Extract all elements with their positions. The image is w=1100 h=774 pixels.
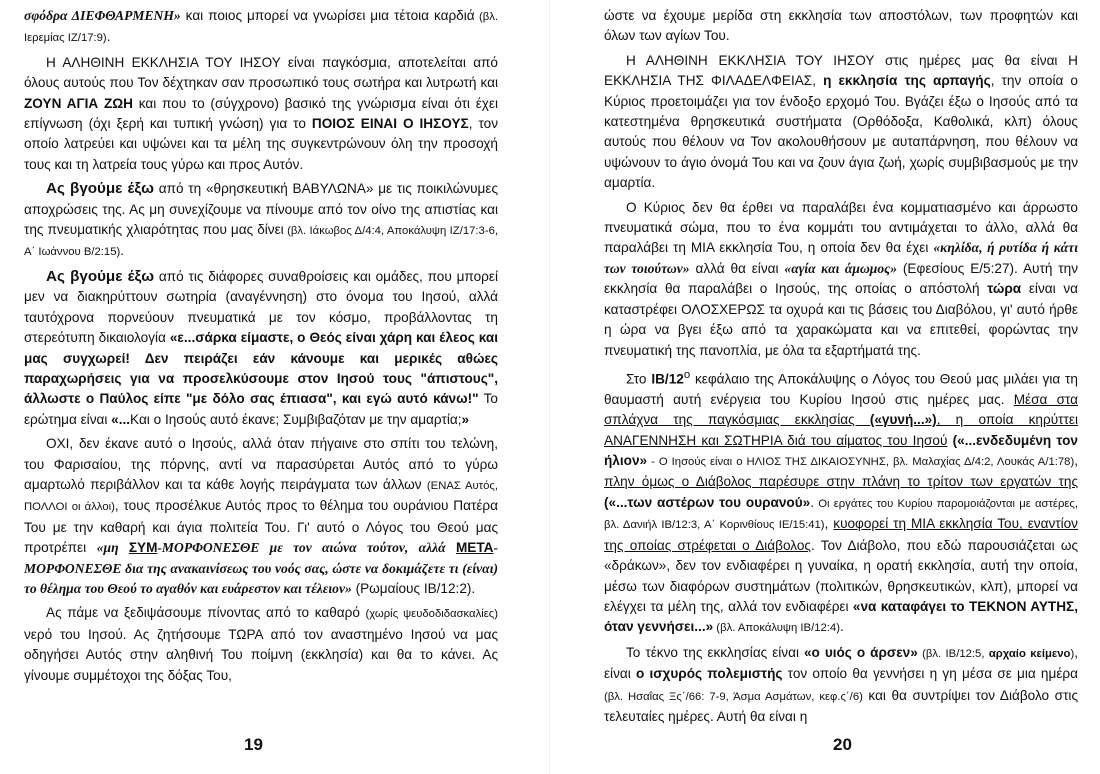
paragraph [604,365,1078,639]
underlined-text: κυοφορεί τη ΜΙΑ εκκλησία Του, εναντίον της οποίας στρέφεται ο Διάβολος [604,516,1078,553]
right-page [604,6,1078,731]
body-text: αλλά θα είναι [689,260,785,276]
bold-text: τώρα [987,281,1022,297]
paragraph [24,434,498,599]
bold-text: ΖΟΥΝ ΑΓΙΑ ΖΩΗ [24,95,133,111]
scripture-reference: (βλ. Ιάκωβος Δ/4:4, Αποκάλυψη ΙΖ/17:3-6, Α΄ Ιωάννου Β/2:15) [24,225,499,259]
scripture-quote: -ΜΟΡΦΟΝΕΣΘΕ με τον αιώνα τούτον, αλλά [157,540,456,556]
body-text: από τις διάφορες συναθροίσεις και ομάδες, που μπορεί μεν να διακηρύττουν σωτηρία (αναγέννηση) στο όνομα του Ιησού, αλλά ταυτόχρονα πορνεύουν πνευματικά με τον κόσμο, προβάλλοντας τη στερεότυπη δικαιολογία [24,268,498,346]
body-text: . Τον Διάβολο, που εδώ παρουσιάζεται ως «δράκων», δεν τον ενδιαφέρει η γυναίκα, η ορατή εκκλησία, αυτή την οποία, μέσω των διαφόρων συστημάτων (πολιτικών, θρησκευτικών, κλπ), μπορεί να ελέγχει τα μέλη της, αλλά τον ενδιαφέρει [604,537,1078,614]
aside-text: ) [1070,647,1075,660]
bold-text: «... [111,411,131,427]
paragraph [604,198,1078,361]
paragraph [24,267,498,430]
aside-text: Οι εργάτες του Κυρίου παρομοιάζονται με αστέρες, βλ. Δανιήλ ΙΒ/12:3, Α΄ Κορινθίους ΙΕ/15:41) [604,497,1078,532]
page-gutter [549,0,550,774]
body-text: και θα συντρίψει τον Διάβολο στις τελευταίες ημέρες. Αυτή θα είναι η [604,687,1079,724]
body-text: Η ΑΛΗΘΙΝΗ ΕΚΚΛΗΣΙΑ ΤΟΥ ΙΗΣΟΥ στις ημέρες μας θα είναι Η ΕΚΚΛΗΣΙΑ ΤΗΣ ΦΙΛΑΔΕΛΦΕΙΑΣ, [604,52,1078,89]
aside-text: - Ο Ιησούς είναι ο ΗΛΙΟΣ ΤΗΣ ΔΙΚΑΙΟΣΥΝΗΣ, βλ. Μαλαχίας Δ/4:2, Λουκάς Α/1:78) [647,456,1075,469]
underlined-text: , η οποία κηρύττει ΑΝΑΓΕΝΝΗΣΗ και ΣΩΤΗΡΙΑ διά του αίματος του Ιησού [604,412,1078,448]
underlined-bold-text: («γυνή...») [869,412,937,428]
aside-text: (ΕΝΑΣ Αυτός, ΠΟΛΛΟΙ οι άλλοι) [24,479,499,514]
aside-text: (βλ. ΙΒ/12:5, [917,647,989,660]
body-text: Στο [626,371,652,387]
body-text: , τον οποίο λατρεύει και υψώνει και τα μέλη της συγκεντρώνουν όλη την προσοχή τους και τη λατρεία τους γύρω και προς Αυτόν. [24,116,499,172]
paragraph: ώστε να έχουμε μερίδα στη εκκλησία των αποστόλων, των προφητών και όλων των αγίων Του. [604,8,1078,44]
bold-quote: («...των αστέρων του ουρανού» [604,494,811,510]
body-text: , [824,516,834,532]
body-text: . [120,243,125,259]
underlined-bold-text: ΣΥΜ [128,540,158,556]
body-text: κεφάλαιο της Αποκάλυψης ο Λόγος του Θεού μας μιλάει για τη θαυμαστή αυτή ενέργεια του Κυρίου Ιησού στις ημέρες μας. [604,371,1078,407]
page-number: 20 [833,735,852,754]
bold-text: ο ισχυρός πολεμιστής [635,666,783,682]
body-text: και που το (σύγχρονο) βασικό της γνώρισμα είναι ότι έχει επίγνωση (όχι ξερή και τυπική γνώση) για το [24,95,498,132]
scripture-reference: (Εφεσίους Ε/5:27) [897,260,1015,276]
body-text: , είναι [604,644,1078,682]
underlined-text: πλην όμως ο Διάβολος παρέσυρε στην πλάνη το τρίτον των εργατών της [604,474,1078,490]
body-text: και ποιος μπορεί να γνωρίσει μια τέτοια καρδιά [180,8,475,23]
bold-text: ΠΟΙΟΣ ΕΙΝΑΙ Ο ΙΗΣΟΥΣ [311,116,469,132]
body-text: , [1074,453,1078,469]
paragraph [24,6,498,49]
left-page [24,6,498,690]
body-text: Ο Κύριος δεν θα έρθει να παραλάβει ένα κομματιασμένο και άρρωστο πνευματικά σώμα, που το ένα κομμάτι του αντιμάχεται το άλλο, αλλά θα παραλάβει τη ΜΙΑ εκκλησία Του, η οποία δεν θα έχει [604,199,1078,256]
body-text: είναι να καταστρέφει ΟΛΟΣΧΕΡΩΣ τα οχυρά και τις βάσεις του Διαβόλου, γι' αυτό ήρθε η ώρα να βγει έξω από τα χαρακώματα και να επιτεθεί, φορώντας την πνευματική της πανοπλία, με όλα τα εξαρτήματά της. [604,281,1078,358]
paragraph [24,179,498,263]
body-text: ΟΧΙ, δεν έκανε αυτό ο Ιησούς, αλλά όταν πήγαινε στο σπίτι του τελώνη, του Φαρισαίου, της πόρνης, αντί να παρασύρεται Αυτός από το γύρω αμαρτωλό περιβάλλον και τα κάθε λογής πειράγματα των άλλων [24,436,498,492]
paragraph [24,53,498,175]
bold-text: » [461,411,470,427]
emphasis-text: σφόδρα ΔΙΕΦΘΑΡΜΕΝΗ» [24,8,181,23]
body-text: από τη «θρησκευτική ΒΑΒΥΛΩΝΑ» με τις ποικιλώνυμες αποχρώσεις της. Ας μη συνεχίζουμε να πίνουμε από τον οίνο της απιστίας και της πνευματικής χλιαρότητας που μας δίνει [24,181,498,238]
body-text: τον οποίο θα γεννήσει η γη μέσα σε μια ημέρα [782,666,1078,682]
body-text: Και ο Ιησούς αυτό έκανε; Συμβιβαζόταν με την αμαρτία; [130,411,462,427]
scripture-quote: «μη [96,540,129,556]
scripture-quote: -ΜΟΡΦΟΝΕΣΘΕ δια της ανακαινίσεως του νοός σας, ώστε να δοκιμάζετε τι (είναι) το θέλημα του Θεού το αγαθόν και ευάρεστον και τέλειον» [24,540,499,596]
body-text: , την οποία ο Κύριος προετοιμάζει για τον ένδοξο ερχομό Του. Βγάζει έξω ο Ιησούς από τα κατεστημένα θρησκευτικά συστήματα (Ορθόδοξα, Καθολικά, κλπ) όλους αυτούς που θέλουν να Τον ακολουθήσουν με αυταπάρνηση, που θέλουν να υψώνουν το άγιο όνομά Του και να ζουν άγια ζωή, χωρίς συμβιβασμούς με την αμαρτία. [604,73,1078,191]
bold-text: η εκκλησία της αρπαγής [823,73,991,89]
scripture-quote: «αγία και άμωμος» [784,260,898,276]
superscript: ο [683,368,691,381]
body-text: Η ΑΛΗΘΙΝΗ ΕΚΚΛΗΣΙΑ ΤΟΥ ΙΗΣΟΥ είναι παγκόσμια, αποτελείται από όλους αυτούς που Τον δέχτηκαν σαν προσωπικό τους σωτήρα και λυτρωτή και [24,54,498,91]
aside-text: (χωρίς ψευδοδιδασκαλίες) [365,608,498,621]
scripture-quote: «κηλίδα, ή ρυτίδα ή κάτι των τοιούτων» [604,240,1078,276]
scripture-reference: (βλ. Ιερεμίας ΙΖ/17:9) [24,11,498,45]
body-text: Το ερώτημα είναι [24,391,498,427]
body-text: Ας πάμε να ξεδιψάσουμε πίνοντας από το καθαρό [46,605,366,621]
body-text: νερό του Ιησού. Ας ζητήσουμε ΤΩΡΑ από τον αναστημένο Ιησού να μας οδηγήσει Αυτός στην αληθινή Του ποίμνη (εκκλησία) και θα το κάνει. Ας γίνουμε συμμέτοχοι της δόξας Του, [24,626,498,683]
aside-bold-text: αρχαίο κείμενο [988,647,1071,660]
paragraph [24,603,498,686]
underlined-bold-text: ΜΕΤΑ [455,540,494,556]
bold-quote: «ε...σάρκα είμαστε, ο Θεός είναι χάρη και έλεος και μας συγχωρεί! Δεν πειράζει εάν κάνουμε και μερικές αθώες παραχωρήσεις για να προσελκύσουμε στον Ιησού τους "άπιστους", άλλωστε ο Παύλος είπε "με δόλο σας έπιασα", και εγώ αυτό κάνω!" [24,330,498,407]
body-text: . [471,580,476,596]
heading-phrase: Ας βγούμε έξω [46,180,155,198]
bold-text: «ο υιός ο άρσεν» [803,644,918,660]
body-text: . [106,29,111,45]
scripture-reference: (βλ. Ησαΐας Ξς΄/66: 7-9, Άσμα Ασμάτων, κεφ.ς΄/6) [604,690,863,703]
bold-quote: («...ενδεδυμένη τον ήλιον» [604,432,1078,469]
paragraph [604,643,1078,728]
heading-phrase: Ας βγούμε έξω [46,267,155,285]
body-text: , τους προσέλκυε Αυτός προς το θέλημα του ουράνιου Πατέρα Του με την καθαρή και άγια πολιτεία Του. Γι' αυτό ο Λόγος του Θεού μας προτρέπει [24,498,498,556]
bold-text: ΙΒ/12 [651,371,684,387]
scripture-reference: (βλ. Αποκάλυψη ΙΒ/12:4) [713,622,840,635]
body-text: . [839,619,844,635]
bold-quote: «να καταφάγει το ΤΕΚΝΟΝ ΑΥΤΗΣ, όταν γεννήσει...» [604,598,1078,635]
paragraph [604,51,1078,194]
scripture-reference: (Ρωμαίους ΙΒ/12:2) [351,580,472,596]
body-text: . [810,494,814,510]
body-text: Το τέκνο της εκκλησίας είναι [626,644,804,660]
body-text: . Αυτή την εκκλησία θα παραλάβει ο Ιησούς, της οποίας ο απόστολή [604,260,1078,297]
underlined-text: Μέσα στα σπλάχνα της παγκόσμιας εκκλησίας [604,391,1078,428]
page-number: 19 [244,735,263,754]
